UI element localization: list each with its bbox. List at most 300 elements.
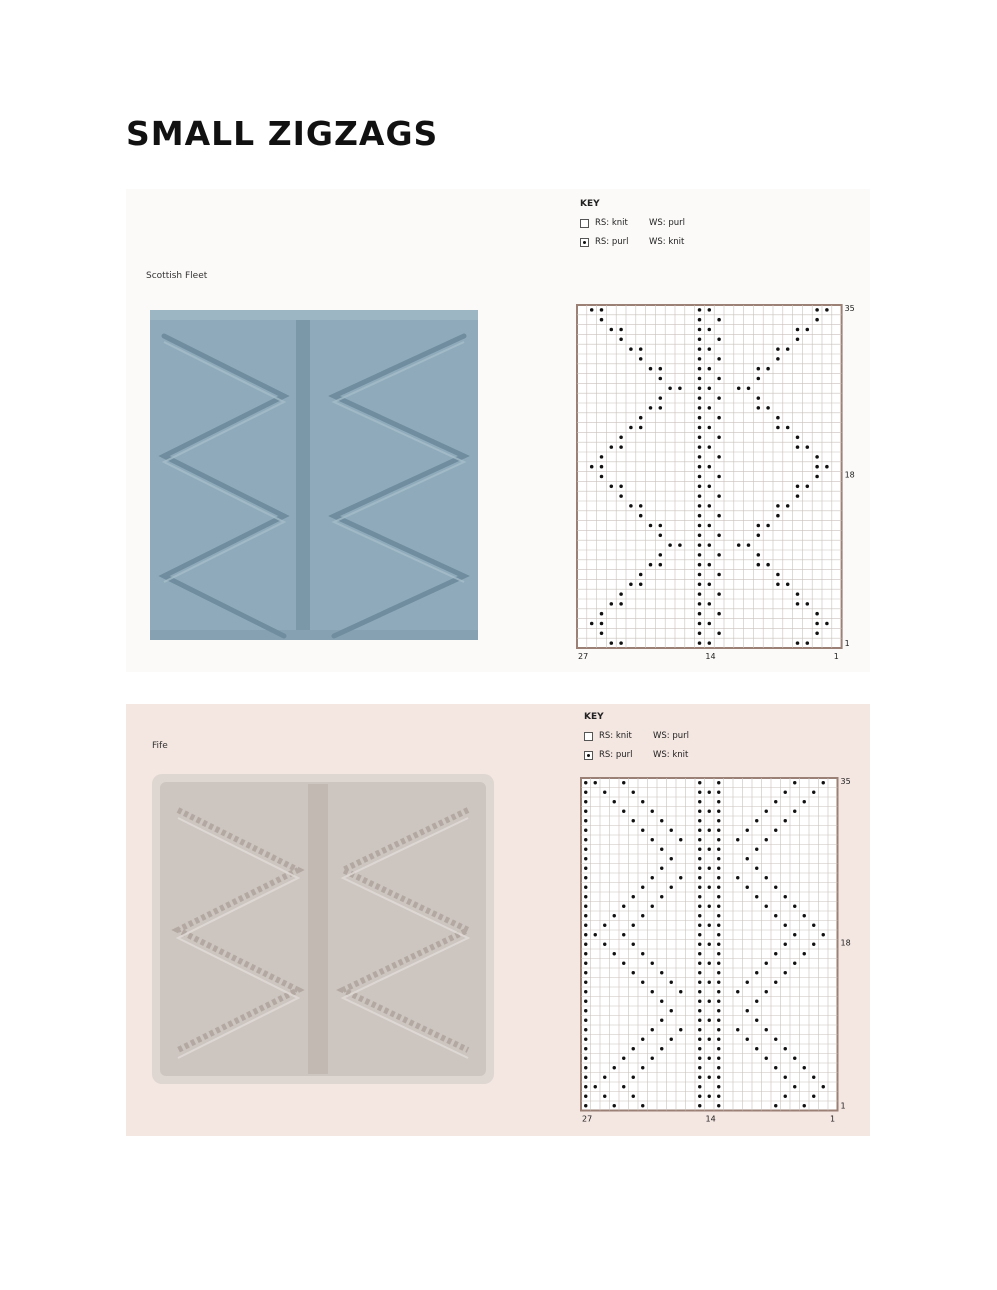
purl-dot (698, 781, 701, 784)
purl-dot (708, 406, 712, 410)
purl-dot (629, 426, 633, 430)
purl-dot (774, 829, 777, 832)
purl-dot (584, 1095, 587, 1098)
purl-dot (776, 583, 780, 587)
purl-dot (708, 622, 712, 626)
purl-dot (776, 357, 780, 361)
swatch-name: Fife (152, 741, 168, 751)
purl-dot (632, 1047, 635, 1050)
purl-dot (793, 810, 796, 813)
purl-dot (678, 387, 682, 391)
purl-dot (776, 347, 780, 351)
purl-dot (737, 387, 741, 391)
purl-dot (806, 602, 810, 606)
purl-dot (678, 543, 682, 547)
purl-dot (766, 406, 770, 410)
purl-dot (641, 1104, 644, 1107)
purl-dot (698, 318, 702, 322)
purl-dot (660, 1019, 663, 1022)
chart-row-number: 18 (844, 470, 855, 480)
purl-dot (610, 328, 614, 332)
purl-dot (698, 952, 701, 955)
purl-dot (793, 1057, 796, 1060)
purl-dot (584, 971, 587, 974)
purl-dot (815, 465, 819, 469)
purl-dot (717, 1000, 720, 1003)
purl-dot (746, 1038, 749, 1041)
purl-dot (815, 308, 819, 312)
purl-dot (659, 377, 663, 381)
purl-dot (765, 905, 768, 908)
purl-dot (803, 1104, 806, 1107)
stitch-chart (571, 301, 871, 673)
purl-dot (632, 971, 635, 974)
purl-dot (651, 810, 654, 813)
purl-dot (717, 876, 720, 879)
stitch-chart (575, 774, 875, 1136)
purl-dot (698, 1076, 701, 1079)
purl-dot (584, 886, 587, 889)
purl-dot (584, 1057, 587, 1060)
purl-dot (679, 990, 682, 993)
purl-dot (590, 622, 594, 626)
purl-dot (717, 848, 720, 851)
purl-dot (765, 990, 768, 993)
purl-dot (698, 504, 702, 508)
purl-dot (629, 504, 633, 508)
purl-dot (698, 612, 702, 616)
purl-dot (698, 543, 702, 547)
purl-dot (796, 641, 800, 645)
purl-dot (698, 416, 702, 420)
purl-dot (717, 1076, 720, 1079)
purl-dot (708, 886, 711, 889)
purl-dot (594, 933, 597, 936)
purl-dot (698, 602, 702, 606)
swatch-panel-scottish-fleet (126, 189, 870, 672)
purl-dot (698, 357, 702, 361)
purl-dot (717, 494, 721, 498)
purl-dot (708, 583, 712, 587)
purl-dot (698, 1000, 701, 1003)
purl-dot (622, 1085, 625, 1088)
purl-dot (613, 1066, 616, 1069)
purl-dot (584, 1019, 587, 1022)
purl-dot (619, 592, 623, 596)
purl-dot (708, 867, 711, 870)
purl-dot (803, 1066, 806, 1069)
purl-dot (812, 1076, 815, 1079)
purl-dot (698, 485, 702, 489)
purl-dot (806, 485, 810, 489)
purl-dot (610, 485, 614, 489)
purl-dot (698, 933, 701, 936)
purl-dot (698, 328, 702, 332)
purl-dot (584, 1076, 587, 1079)
purl-dot (765, 876, 768, 879)
purl-dot (822, 781, 825, 784)
purl-dot (660, 848, 663, 851)
purl-dot (641, 886, 644, 889)
purl-dot (815, 475, 819, 479)
purl-dot (641, 914, 644, 917)
purl-dot (660, 819, 663, 822)
purl-dot (698, 848, 701, 851)
purl-dot (649, 524, 653, 528)
purl-dot (639, 573, 643, 577)
purl-dot (812, 943, 815, 946)
purl-dot (708, 848, 711, 851)
purl-dot (610, 602, 614, 606)
purl-dot (603, 924, 606, 927)
purl-dot (649, 563, 653, 567)
purl-dot (717, 1085, 720, 1088)
purl-dot (786, 583, 790, 587)
purl-dot (622, 1057, 625, 1060)
page-title: SMALL ZIGZAGS (126, 114, 439, 153)
purl-dot (698, 1019, 701, 1022)
purl-dot (774, 981, 777, 984)
purl-dot (755, 867, 758, 870)
key-title: KEY (584, 712, 604, 722)
purl-dot (776, 573, 780, 577)
purl-dot (766, 524, 770, 528)
key-rs-label: RS: purl (595, 237, 629, 247)
purl-dot (629, 347, 633, 351)
purl-dot (784, 791, 787, 794)
chart-row-number: 1 (844, 639, 850, 648)
purl-dot (668, 387, 672, 391)
purl-dot (584, 876, 587, 879)
purl-dot (784, 943, 787, 946)
purl-dot (793, 933, 796, 936)
purl-dot (660, 971, 663, 974)
purl-dot (600, 475, 604, 479)
purl-dot (619, 445, 623, 449)
purl-dot (698, 622, 702, 626)
purl-dot (708, 465, 712, 469)
purl-dot (717, 838, 720, 841)
purl-dot (600, 455, 604, 459)
purl-dot (757, 553, 761, 557)
purl-dot (812, 1095, 815, 1098)
purl-dot (698, 494, 702, 498)
purl-dot (641, 952, 644, 955)
purl-dot (806, 641, 810, 645)
purl-dot (698, 338, 702, 342)
key (584, 712, 689, 766)
purl-dot (796, 485, 800, 489)
key-ws-label: WS: knit (653, 750, 689, 760)
purl-dot (708, 367, 712, 371)
purl-dot (600, 612, 604, 616)
purl-dot (717, 829, 720, 832)
purl-dot (774, 952, 777, 955)
purl-dot (766, 367, 770, 371)
purl-dot (659, 367, 663, 371)
purl-dot (717, 475, 721, 479)
purl-dot (708, 445, 712, 449)
purl-dot (708, 387, 712, 391)
dot-square-icon (580, 238, 589, 247)
purl-dot (708, 943, 711, 946)
purl-dot (784, 819, 787, 822)
purl-dot (584, 981, 587, 984)
purl-dot (632, 791, 635, 794)
purl-dot (746, 981, 749, 984)
purl-dot (613, 1104, 616, 1107)
purl-dot (717, 971, 720, 974)
purl-dot (698, 426, 702, 430)
purl-dot (796, 592, 800, 596)
purl-dot (708, 524, 712, 528)
purl-dot (698, 1085, 701, 1088)
purl-dot (757, 534, 761, 538)
purl-dot (708, 328, 712, 332)
purl-dot (717, 914, 720, 917)
swatch-panel-fife (126, 704, 870, 1136)
purl-dot (659, 524, 663, 528)
purl-dot (619, 485, 623, 489)
purl-dot (796, 445, 800, 449)
purl-dot (717, 1047, 720, 1050)
purl-dot (803, 914, 806, 917)
purl-dot (622, 933, 625, 936)
purl-dot (708, 981, 711, 984)
purl-dot (584, 1047, 587, 1050)
purl-dot (619, 494, 623, 498)
purl-dot (613, 800, 616, 803)
purl-dot (600, 318, 604, 322)
purl-dot (698, 838, 701, 841)
purl-dot (698, 641, 702, 645)
purl-dot (584, 1085, 587, 1088)
purl-dot (717, 895, 720, 898)
purl-dot (717, 338, 721, 342)
purl-dot (708, 810, 711, 813)
purl-dot (698, 524, 702, 528)
purl-dot (815, 455, 819, 459)
purl-dot (717, 886, 720, 889)
purl-dot (806, 328, 810, 332)
purl-dot (717, 1095, 720, 1098)
purl-dot (708, 504, 712, 508)
purl-dot (717, 1019, 720, 1022)
purl-dot (717, 810, 720, 813)
purl-dot (698, 445, 702, 449)
purl-dot (629, 583, 633, 587)
purl-dot (698, 475, 702, 479)
purl-dot (747, 543, 751, 547)
purl-dot (659, 396, 663, 400)
purl-dot (806, 445, 810, 449)
purl-dot (747, 387, 751, 391)
key-ws-label: WS: purl (649, 218, 686, 228)
purl-dot (600, 465, 604, 469)
purl-dot (698, 1009, 701, 1012)
purl-dot (698, 573, 702, 577)
purl-dot (717, 791, 720, 794)
purl-dot (651, 990, 654, 993)
purl-dot (603, 1095, 606, 1098)
purl-dot (717, 990, 720, 993)
purl-dot (708, 1038, 711, 1041)
purl-dot (698, 962, 701, 965)
chart-column-number: 14 (705, 1114, 716, 1124)
chart-frame (577, 305, 842, 648)
purl-dot (584, 943, 587, 946)
purl-dot (708, 1076, 711, 1079)
purl-dot (708, 641, 712, 645)
purl-dot (698, 436, 702, 440)
purl-dot (698, 981, 701, 984)
purl-dot (649, 406, 653, 410)
purl-dot (622, 905, 625, 908)
purl-dot (584, 990, 587, 993)
purl-dot (698, 905, 701, 908)
purl-dot (708, 543, 712, 547)
purl-dot (698, 1047, 701, 1050)
purl-dot (632, 895, 635, 898)
purl-dot (717, 962, 720, 965)
purl-dot (796, 494, 800, 498)
purl-dot (717, 534, 721, 538)
purl-dot (708, 924, 711, 927)
purl-dot (698, 583, 702, 587)
purl-dot (708, 829, 711, 832)
purl-dot (755, 1000, 758, 1003)
purl-dot (659, 553, 663, 557)
purl-dot (746, 1009, 749, 1012)
purl-dot (600, 308, 604, 312)
purl-dot (708, 308, 712, 312)
purl-dot (584, 829, 587, 832)
purl-dot (717, 357, 721, 361)
purl-dot (774, 1066, 777, 1069)
purl-dot (765, 1057, 768, 1060)
purl-dot (708, 347, 712, 351)
purl-dot (619, 328, 623, 332)
purl-dot (670, 1009, 673, 1012)
purl-dot (590, 308, 594, 312)
purl-dot (784, 1095, 787, 1098)
purl-dot (757, 396, 761, 400)
purl-dot (698, 406, 702, 410)
purl-dot (717, 981, 720, 984)
purl-dot (590, 465, 594, 469)
purl-dot (757, 377, 761, 381)
purl-dot (812, 924, 815, 927)
purl-dot (755, 971, 758, 974)
purl-dot (641, 981, 644, 984)
purl-dot (670, 886, 673, 889)
purl-dot (786, 426, 790, 430)
purl-dot (584, 1028, 587, 1031)
purl-dot (698, 377, 702, 381)
purl-dot (698, 1057, 701, 1060)
purl-dot (825, 622, 829, 626)
purl-dot (717, 416, 721, 420)
purl-dot (774, 1104, 777, 1107)
key-rs-label: RS: purl (599, 750, 633, 760)
purl-dot (594, 1085, 597, 1088)
purl-dot (698, 396, 702, 400)
purl-dot (776, 416, 780, 420)
chart-row-number: 1 (840, 1101, 846, 1111)
purl-dot (796, 328, 800, 332)
purl-dot (825, 465, 829, 469)
purl-dot (698, 867, 701, 870)
chart-column-number: 27 (582, 1114, 593, 1124)
purl-dot (793, 905, 796, 908)
purl-dot (584, 1066, 587, 1069)
purl-dot (641, 1066, 644, 1069)
purl-dot (660, 1047, 663, 1050)
purl-dot (698, 455, 702, 459)
purl-dot (736, 876, 739, 879)
purl-dot (632, 819, 635, 822)
purl-dot (698, 857, 701, 860)
purl-dot (786, 347, 790, 351)
knitted-swatch-image (148, 770, 498, 1088)
purl-dot (584, 781, 587, 784)
purl-dot (757, 524, 761, 528)
purl-dot (803, 952, 806, 955)
purl-dot (622, 810, 625, 813)
purl-dot (717, 1066, 720, 1069)
purl-dot (698, 810, 701, 813)
purl-dot (717, 1104, 720, 1107)
purl-dot (670, 829, 673, 832)
purl-dot (717, 905, 720, 908)
purl-dot (815, 612, 819, 616)
purl-dot (708, 1000, 711, 1003)
chart-column-number: 1 (830, 1114, 836, 1124)
purl-dot (698, 563, 702, 567)
chart-row-number: 35 (840, 777, 851, 786)
swatch-name: Scottish Fleet (146, 271, 208, 281)
purl-dot (610, 641, 614, 645)
purl-dot (698, 1028, 701, 1031)
purl-dot (755, 895, 758, 898)
purl-dot (717, 1009, 720, 1012)
purl-dot (746, 886, 749, 889)
purl-dot (757, 367, 761, 371)
purl-dot (698, 971, 701, 974)
purl-dot (755, 848, 758, 851)
purl-dot (670, 981, 673, 984)
purl-dot (698, 387, 702, 391)
purl-dot (815, 622, 819, 626)
purl-dot (717, 857, 720, 860)
purl-dot (815, 318, 819, 322)
purl-dot (796, 338, 800, 342)
key (580, 199, 685, 253)
purl-dot (698, 1104, 701, 1107)
purl-dot (717, 1038, 720, 1041)
purl-dot (708, 1057, 711, 1060)
purl-dot (651, 876, 654, 879)
purl-dot (736, 1028, 739, 1031)
purl-dot (670, 857, 673, 860)
purl-dot (784, 924, 787, 927)
purl-dot (660, 867, 663, 870)
purl-dot (584, 952, 587, 955)
purl-dot (717, 592, 721, 596)
purl-dot (649, 367, 653, 371)
purl-dot (708, 905, 711, 908)
purl-dot (679, 1028, 682, 1031)
